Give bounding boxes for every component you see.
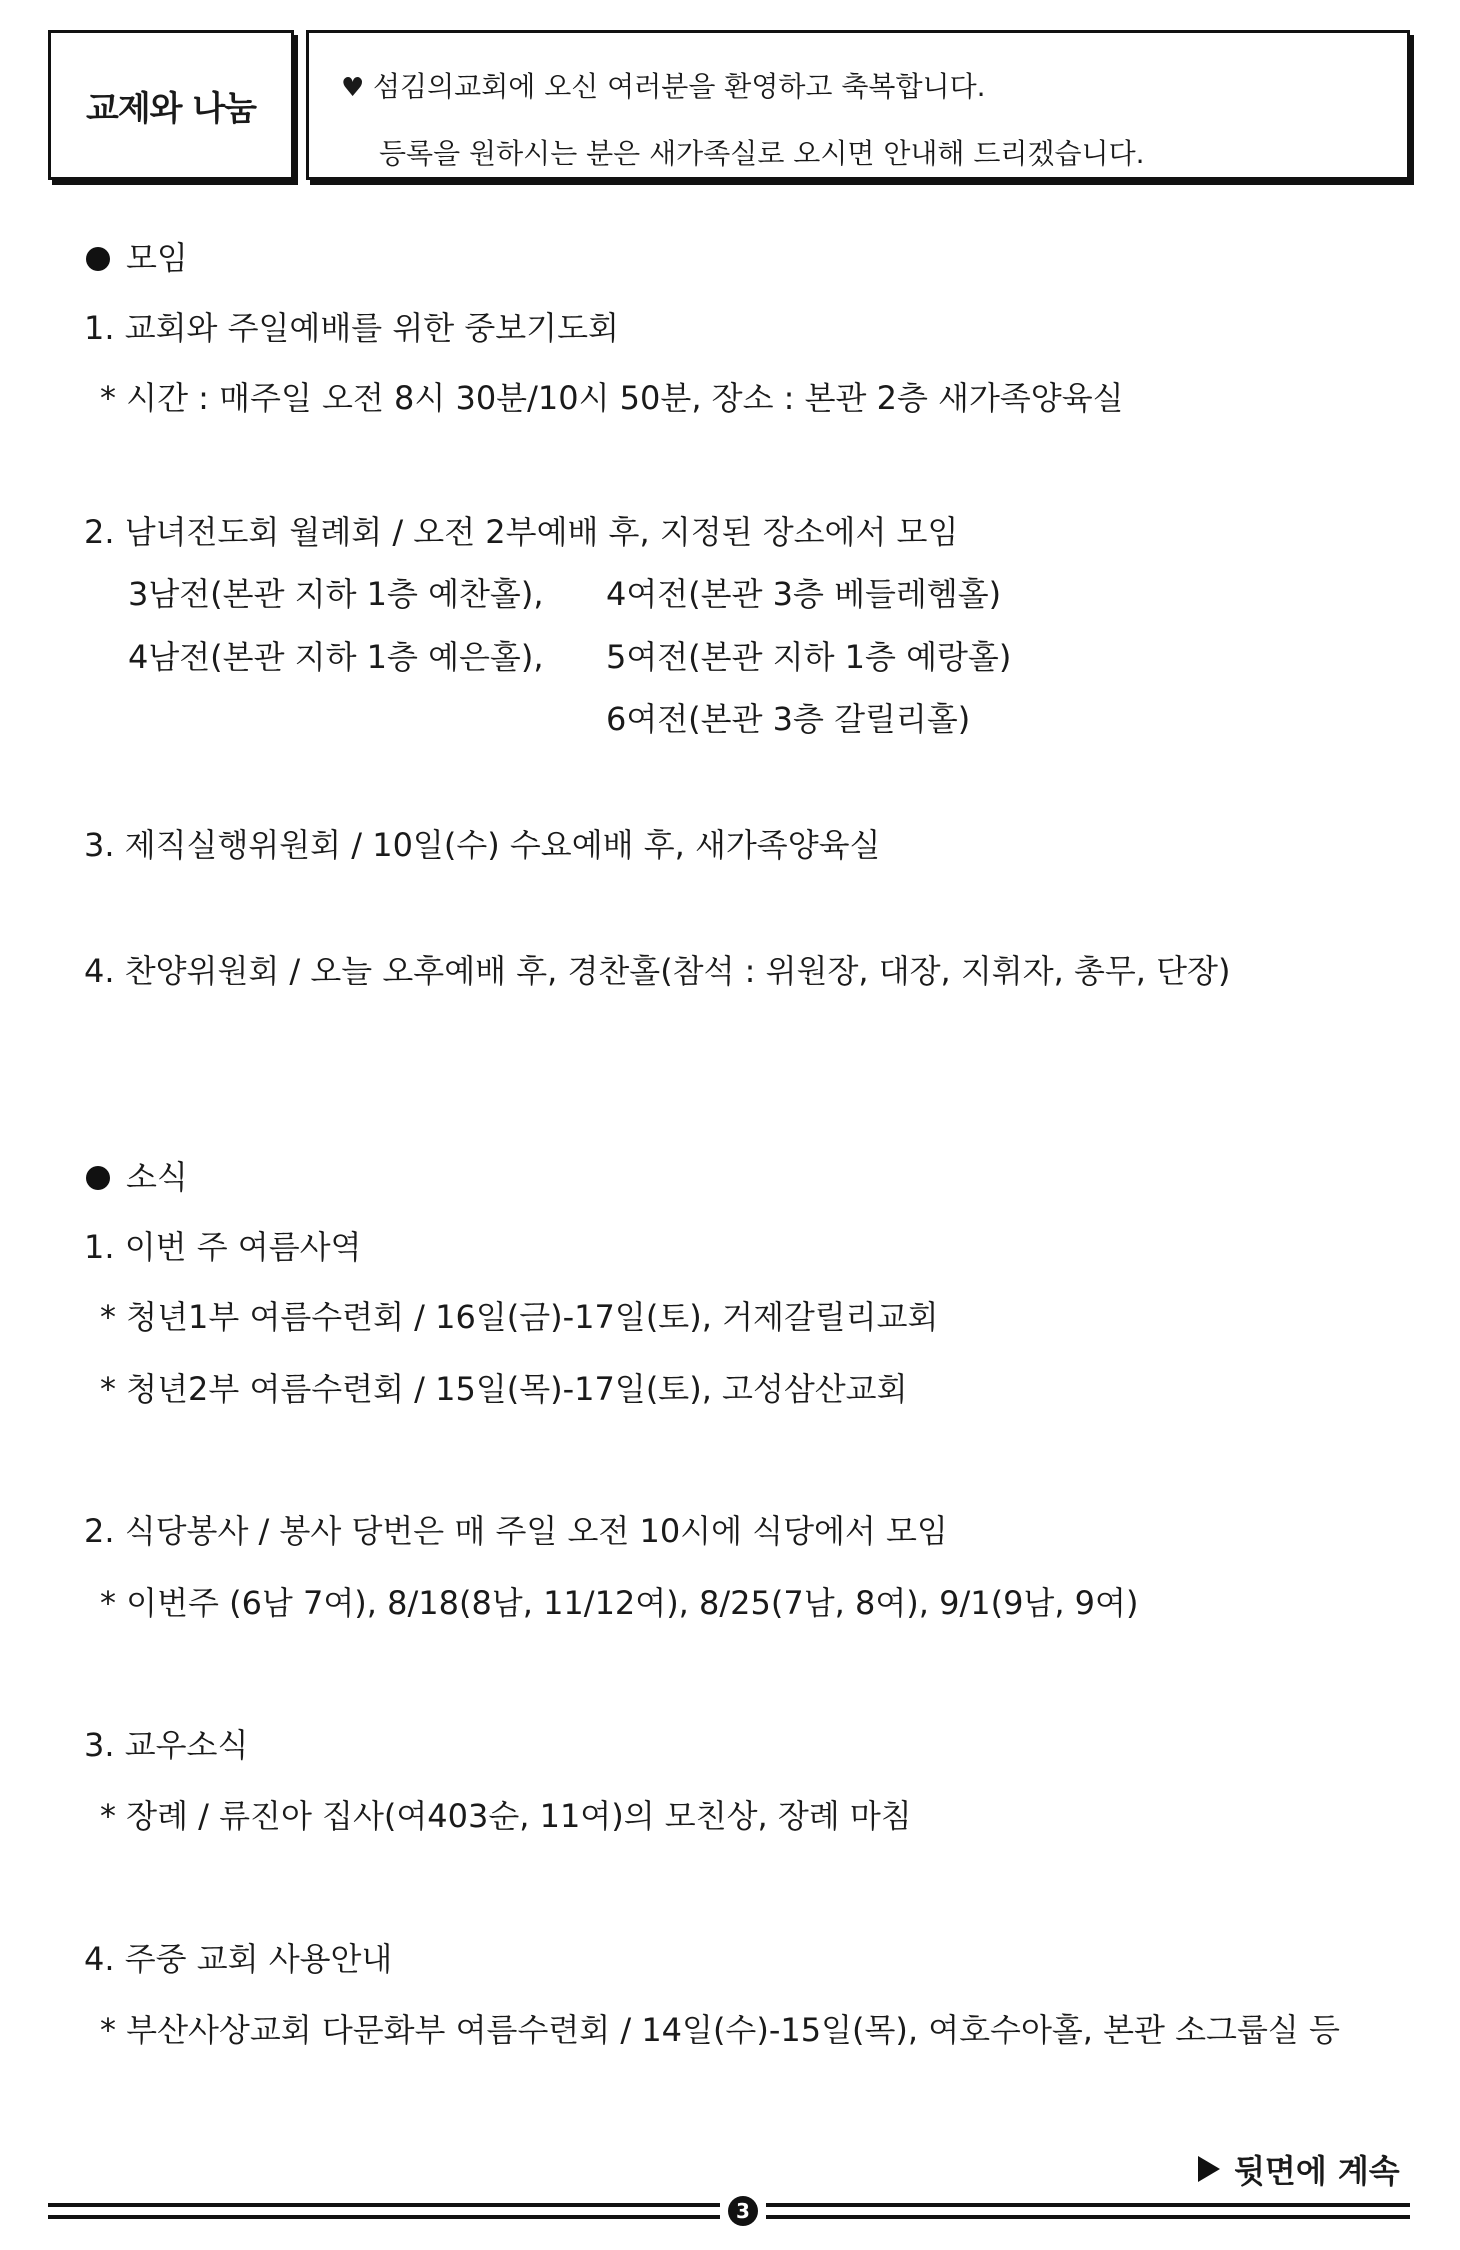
meeting-item-2: 2. 남녀전도회 월례회 / 오전 2부예배 후, 지정된 장소에서 모임 [84,513,959,551]
footer-rule-right-bottom [766,2215,1410,2219]
meeting-item-2-place-b: 4여전(본관 3층 베들레헴홀) [606,575,1002,613]
news-item-4-detail: * 부산사상교회 다문화부 여름수련회 / 14일(수)-15일(목), 여호수아홀, 본관 소그룹실 등 [100,2011,1340,2049]
meeting-item-4: 4. 찬양위원회 / 오늘 오후예배 후, 경찬홀(참석 : 위원장, 대장, 지휘자, 총무, 단장) [84,952,1231,990]
news-item-1-detail-a: * 청년1부 여름수련회 / 16일(금)-17일(토), 거제갈릴리교회 [100,1298,939,1336]
news-heading: 소식 [86,1161,188,1193]
heart-icon: ♥ [341,73,365,103]
welcome-box [306,30,1410,180]
section-title-box [48,30,294,180]
meeting-item-2-place-a: 3남전(본관 지하 1층 예찬홀), [128,575,544,613]
meeting-item-3: 3. 제직실행위원회 / 10일(수) 수요예배 후, 새가족양육실 [84,826,881,864]
footer-rule-left-top [48,2203,720,2207]
meeting-item-2-place-e: 6여전(본관 3층 갈릴리홀) [606,700,971,738]
meeting-item-2-place-c: 4남전(본관 지하 1층 예은홀), [128,638,544,676]
meetings-heading: 모임 [86,242,188,274]
section-title: 교제와 나눔 [85,88,257,129]
footer-rule-right-top [766,2203,1410,2207]
page-number: 3 [728,2196,758,2226]
bullet-icon [86,1166,110,1190]
meeting-item-2-place-d: 5여전(본관 지하 1층 예랑홀) [606,638,1012,676]
news-item-4: 4. 주중 교회 사용안내 [84,1940,393,1978]
welcome-line-2: 등록을 원하시는 분은 새가족실로 오시면 안내해 드리겠습니다. [379,137,1145,170]
news-item-2-detail: * 이번주 (6남 7여), 8/18(8남, 11/12여), 8/25(7남, 8여), 9/1(9남, 9여) [100,1584,1139,1622]
news-item-1-detail-b: * 청년2부 여름수련회 / 15일(목)-17일(토), 고성삼산교회 [100,1370,908,1408]
welcome-line-1: ♥ 섬김의교회에 오신 여러분을 환영하고 축복합니다. [341,70,986,103]
news-item-3-detail: * 장례 / 류진아 집사(여403순, 11여)의 모친상, 장례 마침 [100,1797,912,1835]
triangle-right-icon [1198,2156,1220,2182]
news-item-2: 2. 식당봉사 / 봉사 당번은 매 주일 오전 10시에 식당에서 모임 [84,1512,948,1550]
meeting-item-1-detail: * 시간 : 매주일 오전 8시 30분/10시 50분, 장소 : 본관 2층 새가족양육실 [100,379,1124,417]
news-item-3: 3. 교우소식 [84,1726,249,1764]
bullet-icon [86,247,110,271]
news-item-1: 1. 이번 주 여름사역 [84,1228,362,1266]
footer-rule-left-bottom [48,2215,720,2219]
meeting-item-1: 1. 교회와 주일예배를 위한 중보기도회 [84,309,619,347]
continue-note: 뒷면에 계속 [1198,2146,1400,2192]
